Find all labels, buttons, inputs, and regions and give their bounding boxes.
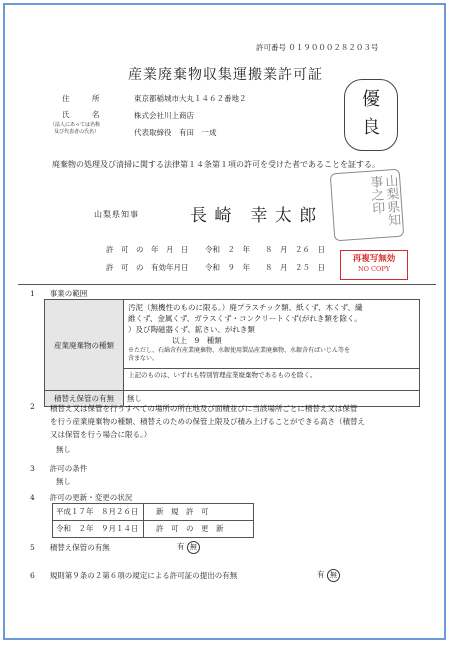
excellent-operator-badge: [344, 79, 398, 151]
permit-number: 許可番号 ０１９０００２８２０３号: [256, 43, 379, 52]
waste-text-3: ）及び陶磁器くず、鉱さい、がれき類: [128, 325, 255, 334]
section-2-text-2: を行う産業廃棄物の種類、積替えのための保管上限及び積み上げることができる高さ（積替え: [50, 417, 365, 426]
no-copy-stamp: [340, 250, 408, 280]
waste-note-3: 上記のものは、いずれも特別管理産業廃棄物であるものを除く。: [124, 368, 419, 382]
expiry-date-label: 許 可 の 有効年月日: [106, 263, 189, 272]
renewal-row: [53, 504, 254, 521]
stamp-line-1: 再複写無効: [352, 254, 396, 264]
badge-line-2: 良: [362, 117, 380, 138]
certification-statement: 廃棄物の処理及び清掃に関する法律第１４条第１項の許可を受けた者であることを証する。: [52, 160, 380, 169]
section-2-text-3: 又は保管を行う場合に限る。）: [50, 430, 152, 439]
section-2-value: 無し: [56, 445, 71, 454]
governor-title: 山梨県知事: [94, 210, 139, 219]
renewal-history-table: [52, 503, 254, 538]
issue-date-label: 許 可 の 年 月 日: [106, 245, 189, 254]
section-1-heading: 1 事業の範囲: [30, 289, 88, 298]
section-3-heading: 3 許可の条件: [30, 464, 88, 473]
section-5-answer: [177, 541, 200, 554]
waste-text-2: 維くず、金属くず、ガラスくず・コンクリートくず(がれき類を除く。: [128, 314, 362, 323]
stamp-line-2: NO COPY: [357, 265, 391, 273]
section-6-heading: 6 規則第９条の２第６項の規定による許可証の提出の有無: [30, 571, 238, 580]
governor-name: 長 崎 幸 太 郎: [190, 206, 318, 226]
document-title: 産業廃棄物収集運搬業許可証: [128, 67, 323, 83]
name-note-2: 及び代表者の氏名）: [54, 129, 100, 135]
representative-name: 代表取締役 有田 一成: [134, 128, 217, 137]
address-value: 東京都稲城市大丸１４６２番地２: [134, 94, 247, 103]
waste-note-1: ※ただし、石綿含有産業廃棄物、水銀使用製品産業廃棄物、水銀含有ばいじん等を: [128, 347, 351, 354]
business-scope-table: [44, 299, 420, 407]
section-5-yes: 有: [177, 542, 185, 551]
address-label: 住 所: [62, 94, 100, 103]
section-6-no-circled: 無: [327, 569, 340, 582]
waste-note-2: 含まない。: [128, 355, 159, 362]
storage-label: 積替え保管の有無: [45, 391, 124, 407]
section-4-heading: 4 許可の更新・変更の状況: [30, 493, 133, 502]
renewal-date: 令和 ２年 ９月１４日: [53, 521, 144, 538]
renewal-row: [53, 521, 254, 538]
section-5-heading: 5 積替え保管の有無: [30, 543, 110, 552]
section-2-text-1: 積替え又は保管を行うすべての場所の所在地及び面積並びに当該場所ごとに積替え又は保管: [50, 404, 358, 413]
separator-line: [18, 284, 436, 285]
section-2-number: 2: [30, 402, 35, 411]
renewal-date: 平成１７年 ８月２６日: [53, 504, 144, 521]
name-label: 氏 名: [62, 110, 100, 119]
waste-type-label: 産業廃棄物の種類: [45, 300, 124, 391]
waste-count: 以上 9 種類: [172, 336, 222, 345]
name-note-1: （法人にあっては名称: [50, 122, 100, 128]
expiry-date-value: 令和 ９ 年 ８ 月 ２５ 日: [205, 263, 325, 272]
badge-line-1: 優: [362, 89, 380, 110]
waste-text-1: 汚泥（無機性のものに限る。）廃プラスチック類、紙くず、木くず、繊: [128, 303, 363, 312]
issue-date-value: 令和 ２ 年 ８ 月 ２６ 日: [205, 245, 325, 254]
section-6-answer: [317, 569, 340, 582]
renewal-kind: 新 規 許 可: [144, 504, 254, 521]
section-6-yes: 有: [317, 570, 325, 579]
storage-value: 無し: [124, 391, 420, 407]
section-3-value: 無し: [56, 477, 71, 486]
section-5-no-circled: 無: [187, 541, 200, 554]
company-name: 株式会社川上商店: [134, 111, 194, 120]
official-seal: 山梨県知事之印: [330, 169, 405, 242]
section-2-text: [50, 402, 365, 441]
renewal-kind: 許 可 の 更 新: [144, 521, 254, 538]
